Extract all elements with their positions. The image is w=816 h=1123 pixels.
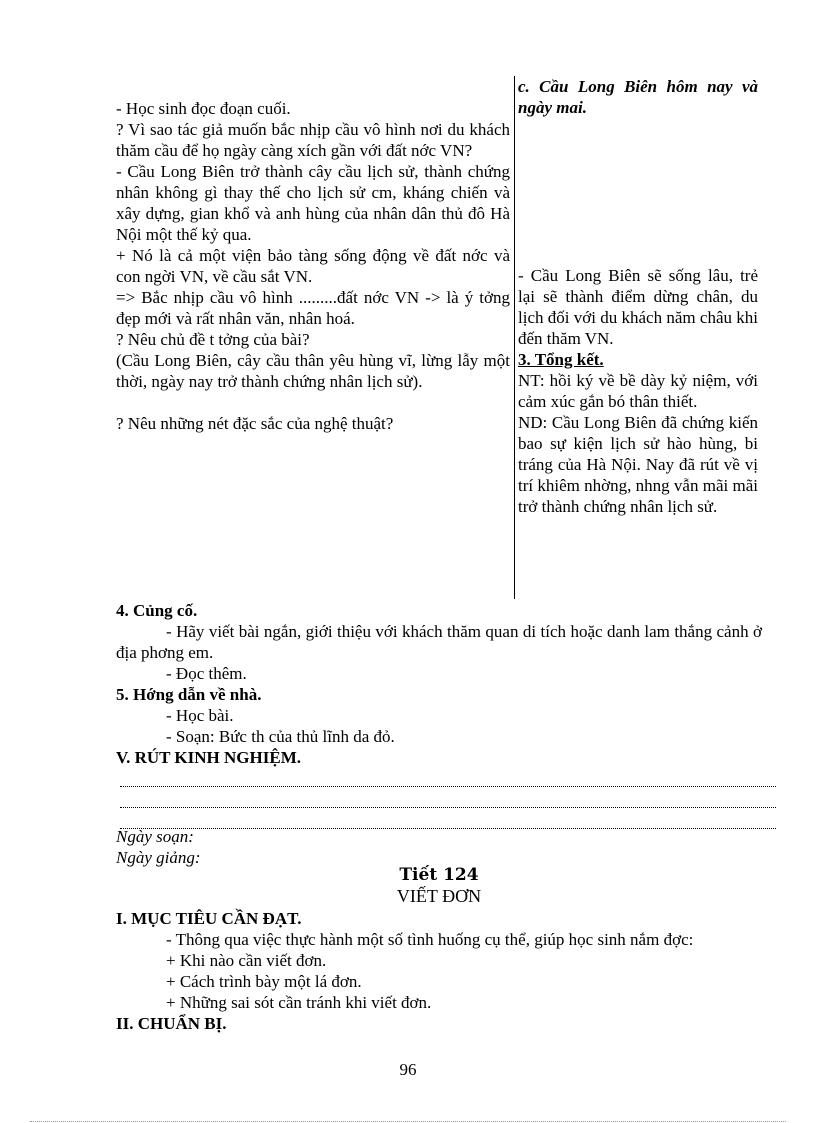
right-heading: c. Cầu Long Biên hôm nay và ngày mai. [518,77,758,117]
left-para: ? Nêu những nét đặc sắc của nghệ thuật? [116,414,394,433]
section-5-heading: 5. Hớng dẫn về nhà. [116,685,262,704]
dates [116,826,762,868]
section-i-heading: I. MỤC TIÊU CẦN ĐẠT. [116,909,302,928]
section-5 [116,684,762,747]
lesson-table [116,76,760,599]
section-i-item: + Cách trình bày một lá đơn. [166,972,362,991]
page-number [0,1059,816,1080]
left-para: + Nó là cả một viện bảo tàng sống động về đất nớc và con ngời VN, về cầu sắt VN. [116,246,510,286]
section-4-item: - Hãy viết bài ngắn, giới thiệu với khách thăm quan di tích hoặc danh lam thắng cảnh ở địa phơng em. [116,622,762,662]
table-left-column [116,98,510,434]
summary-nt: NT: hồi ký về bề dày kỷ niệm, với cảm xúc gắn bó thân thiết. [518,371,758,411]
section-i-item: + Khi nào cần viết đơn. [166,951,327,970]
section-5-item: - Học bài. [166,706,234,725]
section-i-intro: - Thông qua việc thực hành một số tình huống cụ thể, giúp học sinh nắm đợc: [166,930,694,949]
left-para: => Bắc nhịp cầu vô hình .........đất nớc VN -> là ý tởng đẹp mới và rất nhân văn, nhân hoá. [116,288,510,328]
section-v-heading: V. RÚT KINH NGHIỆM. [116,748,301,767]
table-divider [514,76,515,599]
dotted-line [120,768,776,787]
page-bottom-rule [30,1121,786,1122]
page-number-text: 96 [399,1060,417,1079]
date-giang: Ngày giảng: [116,848,201,867]
lesson-subtitle: VIẾT ĐƠN [396,886,482,906]
dotted-line [120,789,776,808]
table-right-column [518,76,758,517]
lesson-title: Tiết 124 [399,865,479,885]
left-para: ? Vì sao tác giả muốn bắc nhịp cầu vô hình nơi du khách thăm cầu để họ ngày càng xích gần với đất nớc VN? [116,120,510,160]
date-soan: Ngày soạn: [116,827,194,846]
left-para: (Cầu Long Biên, cây cầu thân yêu hùng vĩ, lừng lẫy một thời, ngày nay trở thành chứng nhân lịch sử). [116,351,510,391]
right-para: - Cầu Long Biên sẽ sống lâu, trẻ lại sẽ thành điểm dừng chân, du lịch đối với du khách năm châu khi đến thăm VN. [518,266,758,348]
summary-heading: 3. Tổng kết. [518,350,604,369]
section-4-heading: 4. Củng cố. [116,601,198,620]
section-i-item: + Những sai sót cần tránh khi viết đơn. [166,993,432,1012]
left-para: ? Nêu chủ đề t tởng của bài? [116,330,310,349]
section-ii-heading: II. CHUẨN BỊ. [116,1014,227,1033]
section-4 [116,600,762,684]
lesson-heading [116,865,762,907]
section-i [116,908,762,1034]
section-5-item: - Soạn: Bức th của thủ lĩnh da đỏ. [166,727,395,746]
section-4-item: - Đọc thêm. [166,664,247,683]
summary-nd: ND: Cầu Long Biên đã chứng kiến bao sự kiện lịch sử hào hùng, bi tráng của Hà Nội. Nay đã rút về vị trí khiêm nhờng, nhng vẫn mãi mãi trở thành chứng nhân lịch sử. [518,413,758,516]
left-para: - Học sinh đọc đoạn cuối. [116,99,291,118]
section-v [116,747,796,831]
left-para: - Cầu Long Biên trở thành cây cầu lịch sử, thành chứng nhân không gì thay thế cho lịch sử cm, kháng chiến và xây dựng, gian khổ và anh hùng của nhân dân thủ đô Hà Nội một thế kỷ qua. [116,162,510,244]
